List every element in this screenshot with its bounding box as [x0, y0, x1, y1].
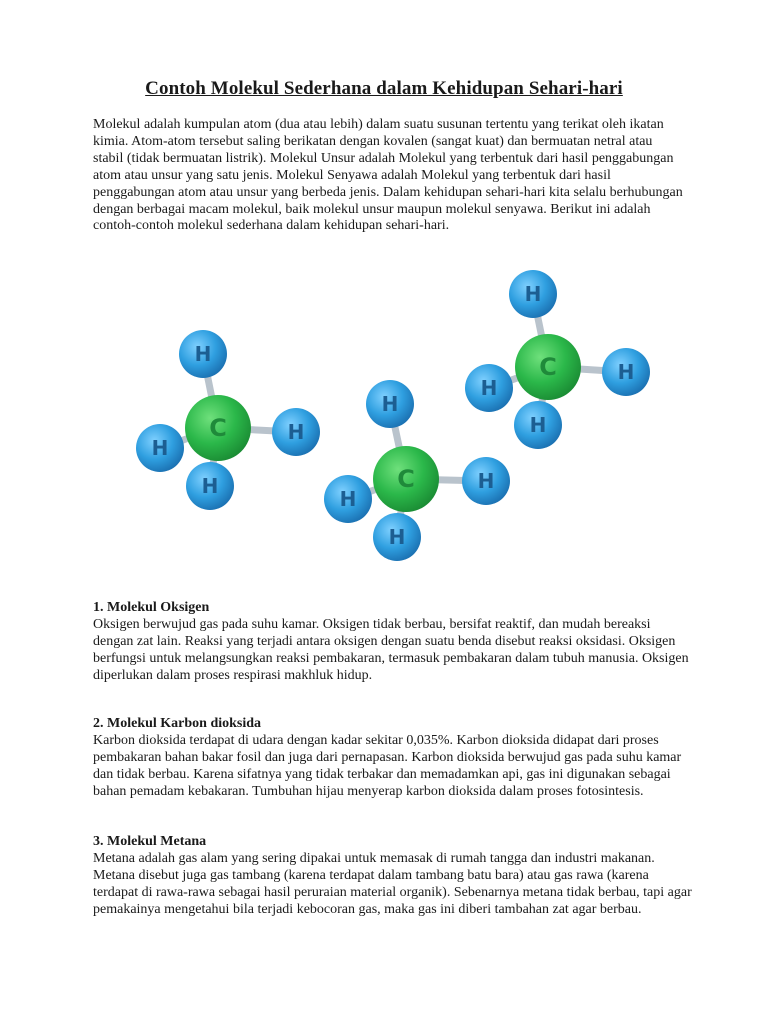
- svg-text:H: H: [194, 342, 212, 366]
- section-metana: [93, 834, 693, 919]
- section-heading: 2. Molekul Karbon dioksida: [93, 716, 262, 731]
- methane-molecule-3: [465, 270, 650, 449]
- section-body: Metana adalah gas alam yang sering dipakai untuk memasak di rumah tangga dan industri makanan. Metana disebut juga gas tambang (karena terdapat dalam tambang batu bara) atau gas rawa (karena terdapat di rawa-rawa sebagai hasil peruraian material organik). Sebenarnya metana tidak berbau, tapi agar pemakainya mengetahui bila terjadi kebocoran gas, maka gas ini diberi tambahan zat agar berbau.: [93, 850, 692, 917]
- svg-text:H: H: [524, 282, 542, 306]
- hydrogen-atom: [602, 348, 650, 396]
- hydrogen-atom: [186, 462, 234, 510]
- svg-text:H: H: [388, 525, 406, 549]
- svg-text:H: H: [480, 376, 498, 400]
- section-karbon-dioksida: [93, 716, 693, 801]
- svg-text:H: H: [287, 420, 305, 444]
- section-oksigen: [93, 600, 693, 685]
- svg-text:H: H: [617, 360, 635, 384]
- hydrogen-atom: [136, 424, 184, 472]
- section-body: Karbon dioksida terdapat di udara dengan kadar sekitar 0,035%. Karbon dioksida didapat dari proses pembakaran bahan bakar fosil dan juga dari pernapasan. Karbon dioksida berwujud gas pada suhu kamar dan tidak berbau. Karena sifatnya yang tidak terbakar dan memadamkan api, gas ini digunakan sebagai bahan pemadam kebakaran. Tumbuhan hijau menyerap karbon dioksida dalam proses fotosintesis.: [93, 732, 682, 799]
- hydrogen-atom: [465, 364, 513, 412]
- carbon-atom: [515, 334, 581, 400]
- section-heading: 3. Molekul Metana: [93, 834, 207, 849]
- hydrogen-atom: [462, 457, 510, 505]
- page-title: Contoh Molekul Sederhana dalam Kehidupan Sehari-hari: [145, 78, 623, 99]
- methane-molecules-figure: [100, 262, 680, 572]
- hydrogen-atom: [324, 475, 372, 523]
- svg-text:C: C: [209, 414, 227, 442]
- carbon-atom: [373, 446, 439, 512]
- svg-text:H: H: [529, 413, 547, 437]
- section-heading: 1. Molekul Oksigen: [93, 600, 210, 615]
- molecule-illustration: [100, 262, 680, 572]
- hydrogen-atom: [366, 380, 414, 428]
- svg-text:H: H: [381, 392, 399, 416]
- carbon-atom: [185, 395, 251, 461]
- svg-text:C: C: [539, 353, 557, 381]
- svg-text:C: C: [397, 465, 415, 493]
- methane-molecule-1: [136, 330, 320, 510]
- svg-text:H: H: [339, 487, 357, 511]
- svg-text:H: H: [151, 436, 169, 460]
- hydrogen-atom: [179, 330, 227, 378]
- svg-text:H: H: [477, 469, 495, 493]
- hydrogen-atom: [272, 408, 320, 456]
- intro-paragraph: Molekul adalah kumpulan atom (dua atau lebih) dalam suatu susunan tertentu yang terikat oleh ikatan kimia. Atom-atom tersebut saling berikatan dengan kovalen (sangat kuat) dan bermuatan netral atau stabil (tidak bermuatan listrik). Molekul Unsur adalah Molekul yang terbentuk dari hasil penggabungan atom atau unsur yang satu jenis. Molekul Senyawa adalah Molekul yang terbentuk dari hasil penggabungan atom atau unsur yang berbeda jenis. Dalam kehidupan sehari-hari kita selalu berhubungan dengan berbagai macam molekul, baik molekul unsur maupun molekul senyawa. Berikut ini adalah contoh-contoh molekul sederhana dalam kehidupan sehari-hari.: [93, 117, 683, 234]
- hydrogen-atom: [373, 513, 421, 561]
- section-body: Oksigen berwujud gas pada suhu kamar. Oksigen tidak berbau, bersifat reaktif, dan mudah bereaksi dengan zat lain. Reaksi yang terjadi antara oksigen dengan suatu benda disebut reaksi oksidasi. Oksigen berfungsi untuk melangsungkan reaksi pembakaran, termasuk pembakaran dalam tubuh manusia. Oksigen diperlukan dalam proses respirasi makhluk hidup.: [93, 616, 689, 683]
- svg-text:H: H: [201, 474, 219, 498]
- hydrogen-atom: [509, 270, 557, 318]
- hydrogen-atom: [514, 401, 562, 449]
